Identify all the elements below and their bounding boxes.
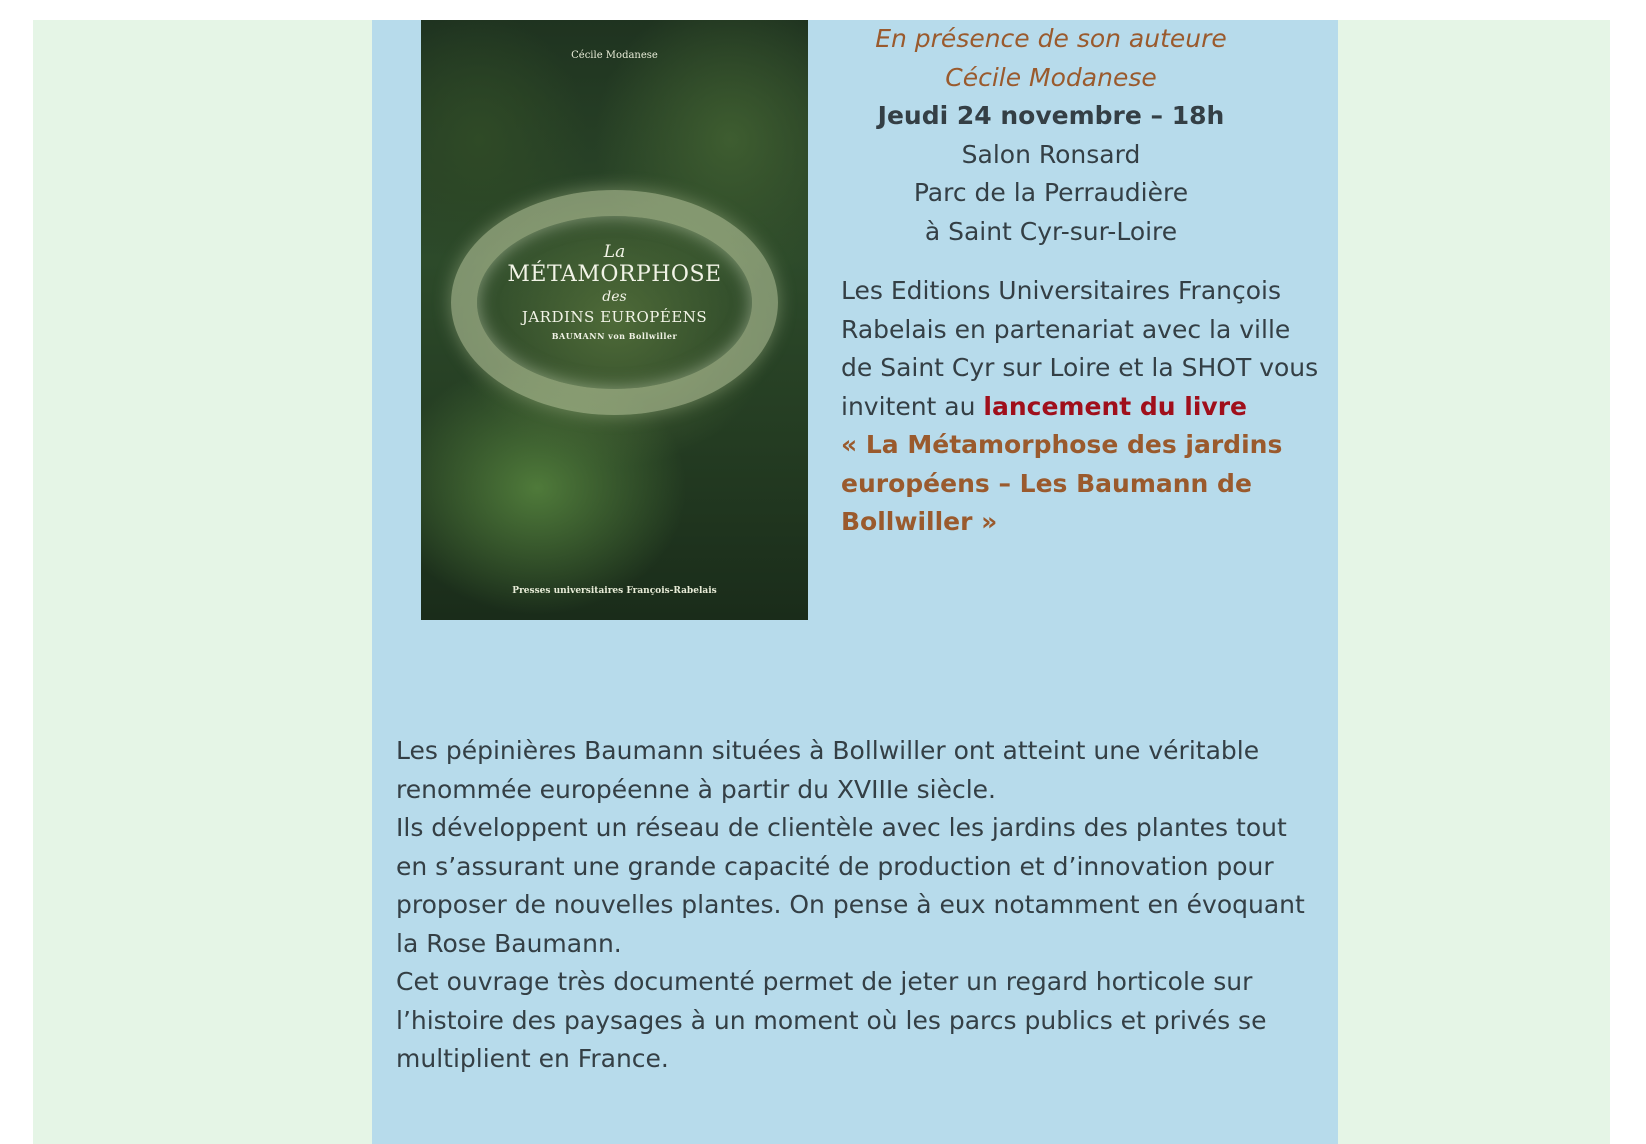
event-details bbox=[831, 20, 1271, 251]
event-city: à Saint Cyr-sur-Loire bbox=[924, 216, 1178, 246]
cover-title-des: des bbox=[602, 289, 627, 305]
description-paragraph-2: Ils développent un réseau de clientèle avec les jardins des plantes tout en s’assurant une grande capacité de production et d’innovation pour proposer de nouvelles plantes. On pense à eux notamment en évoquant la Rose Baumann. bbox=[396, 813, 1305, 958]
description-paragraph-1: Les pépinières Baumann situées à Bollwiller ont atteint une véritable renommée européenne à partir du XVIIIe siècle. bbox=[396, 736, 1260, 804]
invite-intro: Les Editions Universitaires François Rabelais en partenariat avec la ville de Saint Cyr sur Loire et la SHOT vous invitent au bbox=[841, 276, 1319, 421]
cover-title bbox=[421, 242, 808, 344]
event-park: Parc de la Perraudière bbox=[913, 178, 1189, 207]
presence-line: En présence de son auteure bbox=[875, 24, 1227, 53]
event-date-time: Jeudi 24 novembre – 18h bbox=[877, 101, 1225, 130]
cover-publisher: Presses universitaires François-Rabelais bbox=[512, 586, 717, 596]
event-venue: Salon Ronsard bbox=[961, 139, 1141, 169]
cover-title-la: La bbox=[603, 242, 626, 262]
cover-title-jardins: JARDINS EUROPÉENS bbox=[521, 308, 708, 326]
cover-title-main: MÉTAMORPHOSE bbox=[507, 262, 722, 287]
page-background bbox=[33, 20, 1610, 1144]
author-name: Cécile Modanese bbox=[945, 62, 1157, 92]
book-description bbox=[396, 732, 1316, 1079]
book-title: « La Métamorphose des jardins européens – Les Baumann de Bollwiller » bbox=[841, 430, 1283, 536]
launch-highlight: lancement du livre bbox=[983, 391, 1248, 421]
description-paragraph-3: Cet ouvrage très documenté permet de jeter un regard horticole sur l’histoire des paysages à un moment où les parcs publics et privés se multiplient en France. bbox=[396, 967, 1267, 1073]
cover-author: Cécile Modanese bbox=[571, 50, 658, 61]
book-cover-image bbox=[421, 20, 808, 620]
invitation-text bbox=[841, 272, 1321, 542]
cover-title-sub: BAUMANN von Bollwiller bbox=[551, 331, 678, 341]
content-panel bbox=[372, 20, 1338, 1144]
